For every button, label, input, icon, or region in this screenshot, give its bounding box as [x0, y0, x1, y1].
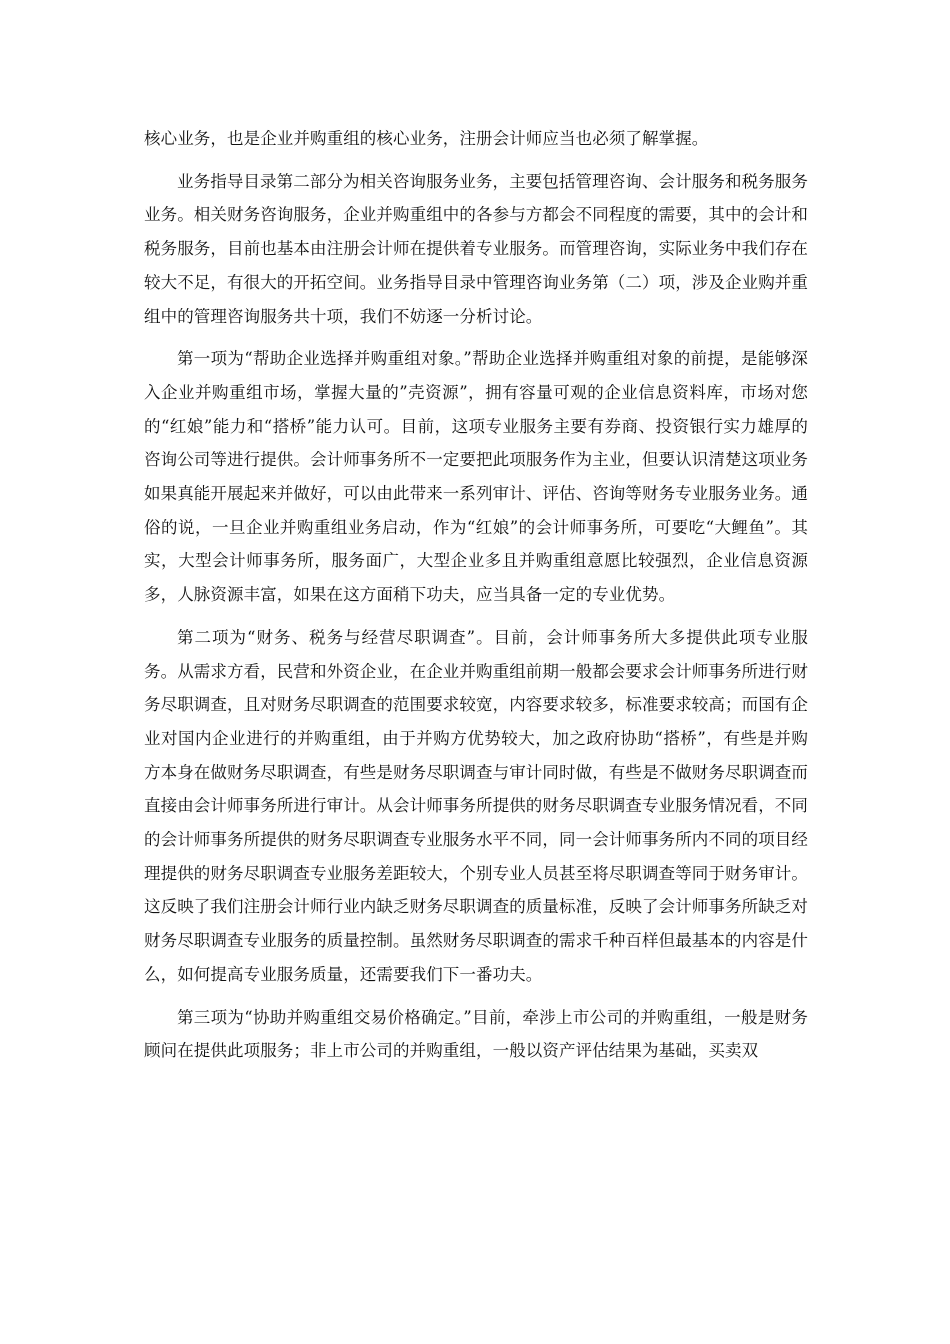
- paragraph-item-one: 第一项为“帮助企业选择并购重组对象。”帮助企业选择并购重组对象的前提，是能够深入企业并购重组市场，掌握大量的”壳资源”，拥有容量可观的企业信息资料库，市场对您的“红娘”能力和“搭桥”能力认可。目前，这项专业服务主要有券商、投资银行实力雄厚的咨询公司等进行提供。会计师事务所不一定要把此项服务作为主业，但要认识清楚这项业务如果真能开展起来并做好，可以由此带来一系列审计、评估、咨询等财务专业服务业务。通俗的说，一旦企业并购重组业务启动，作为“红娘”的会计师事务所，可要吃“大鲤鱼”。其实，大型会计师事务所，服务面广，大型企业多且并购重组意愿比较强烈，企业信息资源多，人脉资源丰富，如果在这方面稍下功夫，应当具备一定的专业优势。: [144, 349, 808, 605]
- paragraph-continued: 核心业务，也是企业并购重组的核心业务，注册会计师应当也必须了解掌握。: [144, 129, 709, 148]
- document-body: [144, 122, 808, 1077]
- paragraph-item-three: 第三项为“协助并购重组交易价格确定。”目前，牵涉上市公司的并购重组，一般是财务顾问在提供此项服务；非上市公司的并购重组，一般以资产评估结果为基础，买卖双: [144, 1007, 808, 1061]
- paragraph-consulting-services: 业务指导目录第二部分为相关咨询服务业务，主要包括管理咨询、会计服务和税务服务业务。相关财务咨询服务，企业并购重组中的各参与方都会不同程度的需要，其中的会计和税务服务，目前也基本由注册会计师在提供着专业服务。而管理咨询，实际业务中我们存在较大不足，有很大的开拓空间。业务指导目录中管理咨询业务第（二）项，涉及企业购并重组中的管理咨询服务共十项，我们不妨逐一分析讨论。: [144, 171, 808, 326]
- paragraph-item-two: 第二项为“财务、税务与经营尽职调查”。目前，会计师事务所大多提供此项专业服务。从需求方看，民营和外资企业，在企业并购重组前期一般都会要求会计师事务所进行财务尽职调查，且对财务尽职调查的范围要求较宽，内容要求较多，标准要求较高；而国有企业对国内企业进行的并购重组，由于并购方优势较大，加之政府协助“搭桥”，有些是并购方本身在做财务尽职调查，有些是财务尽职调查与审计同时做，有些是不做财务尽职调查而直接由会计师事务所进行审计。从会计师事务所提供的财务尽职调查专业服务情况看，不同的会计师事务所提供的财务尽职调查专业服务水平不同，同一会计师事务所内不同的项目经理提供的财务尽职调查专业服务差距较大，个别专业人员甚至将尽职调查等同于财务审计。这反映了我们注册会计师行业内缺乏财务尽职调查的质量标准，反映了会计师事务所缺乏对财务尽职调查专业服务的质量控制。虽然财务尽职调查的需求千种百样但最基本的内容是什么，如何提高专业服务质量，还需要我们下一番功夫。: [144, 627, 808, 984]
